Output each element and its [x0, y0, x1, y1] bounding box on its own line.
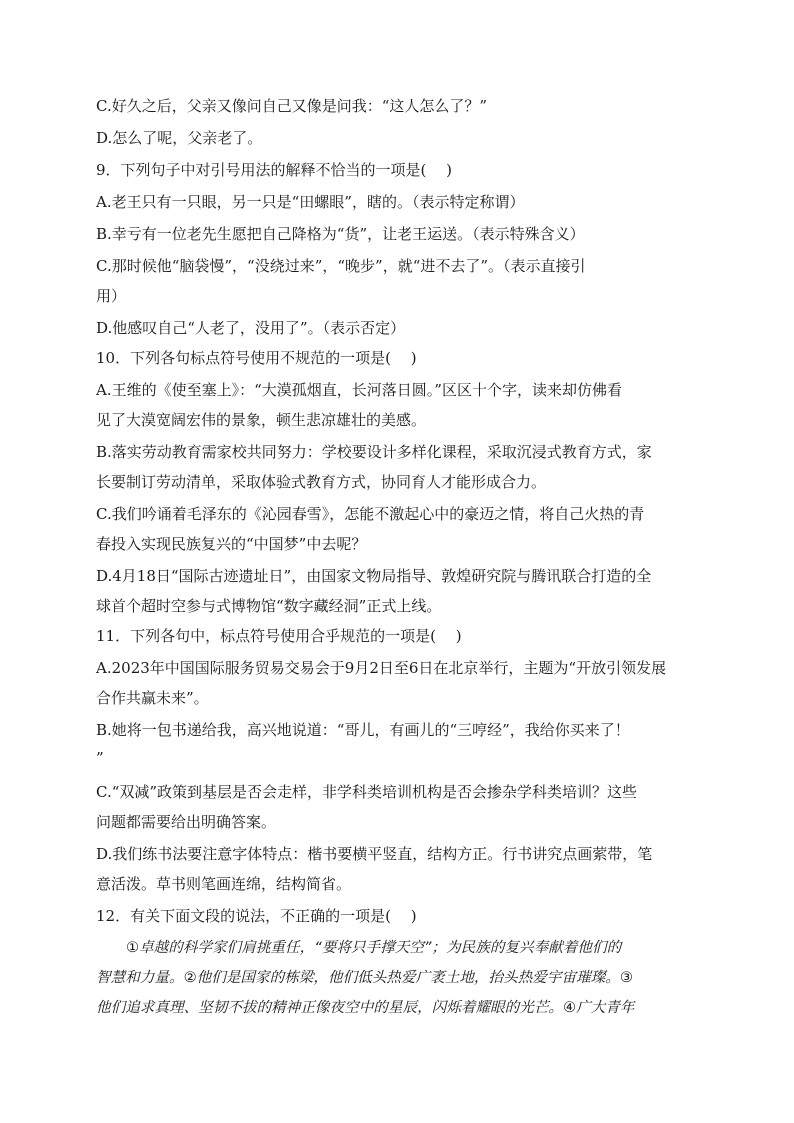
q10-option-a: A.王维的《使至塞上》：“大漠孤烟直，长河落日圆。”区区十个字，读来却仿佛看 [96, 381, 622, 399]
option-d-line: D.怎么了呢，父亲老了。 [96, 129, 263, 147]
q10-option-c-continued: 春投入实现民族复兴的“中国梦”中去呢？ [96, 535, 367, 553]
passage-line-2: 智慧和力量。②他们是国家的栋梁，他们低头热爱广袤土地，抬头热爱宇宙璀璨。③ [96, 969, 633, 986]
q11-option-c-continued: 问题都需要给出明确答案。 [96, 813, 277, 831]
q9-option-b: B.幸亏有一位老先生愿把自己降格为“货”，让老王运送。（表示特殊含义） [96, 225, 585, 243]
passage-line-1: ①卓越的科学家们肩挑重任，“要将只手撑天空”；为民族的复兴奉献着他们的 [126, 939, 622, 956]
q11-option-a-continued: 合作共赢未来”。 [96, 689, 209, 707]
question-12-stem: 12．有关下面文段的说法，不正确的一项是( ) [96, 907, 417, 925]
q11-option-d: D.我们练书法要注意字体特点：楷书要横平竖直，结构方正。行书讲究点画萦带，笔 [96, 845, 653, 863]
question-10-stem: 10．下列各句标点符号使用不规范的一项是( ) [96, 349, 417, 367]
question-9-stem: 9．下列句子中对引号用法的解释不恰当的一项是( ) [96, 161, 453, 179]
q10-option-b: B.落实劳动教育需家校共同努力：学校要设计多样化课程，采取沉浸式教育方式，家 [96, 443, 652, 461]
q11-option-d-continued: 意活泼。草书则笔画连绵，结构简省。 [96, 875, 352, 893]
q10-option-c: C.我们吟诵着毛泽东的《沁园春雪》，怎能不激起心中的豪迈之情，将自己火热的青 [96, 505, 645, 523]
q11-option-a: A.2023年中国国际服务贸易交易会于9月2日至6日在北京举行，主题为“开放引领发展 [96, 659, 667, 677]
q10-option-d-continued: 球首个超时空参与式博物馆“数字藏经洞”正式上线。 [96, 597, 442, 615]
option-c-line: C.好久之后，父亲又像问自己又像是问我：“这人怎么了？” [96, 97, 488, 115]
q11-option-b-continued: ” [96, 749, 104, 767]
q9-option-a: A.老王只有一只眼，另一只是“田螺眼”，瞎的。（表示特定称谓） [96, 193, 525, 211]
q10-option-d: D.4月18日“国际古迹遗址日”，由国家文物局指导、敦煌研究院与腾讯联合打造的全 [96, 567, 652, 585]
q10-option-a-continued: 见了大漠宽阔宏伟的景象，顿生悲凉雄壮的美感。 [96, 411, 427, 429]
q11-option-b: B.她将一包书递给我，高兴地说道：“哥儿，有画儿的“三哼经”，我给你买来了！ [96, 721, 630, 739]
q11-option-c: C.“双减”政策到基层是否会走样，非学科类培训机构是否会掺杂学科类培训？这些 [96, 783, 638, 801]
q10-option-b-continued: 长要制订劳动清单，采取体验式教育方式，协同育人才能形成合力。 [96, 473, 547, 491]
q9-option-c-continued: 用） [96, 287, 127, 305]
q9-option-c: C.那时候他“脑袋慢”，“没绕过来”，“晚步”，就“进不去了”。（表示直接引 [96, 257, 586, 275]
q9-option-d: D.他感叹自己“人老了，没用了”。（表示否定） [96, 319, 406, 337]
passage-line-3: 他们追求真理、坚韧不拔的精神正像夜空中的星辰，闪烁着耀眼的光芒。④广大青年 [96, 999, 635, 1016]
question-11-stem: 11．下列各句中，标点符号使用合乎规范的一项是( ) [96, 627, 462, 645]
